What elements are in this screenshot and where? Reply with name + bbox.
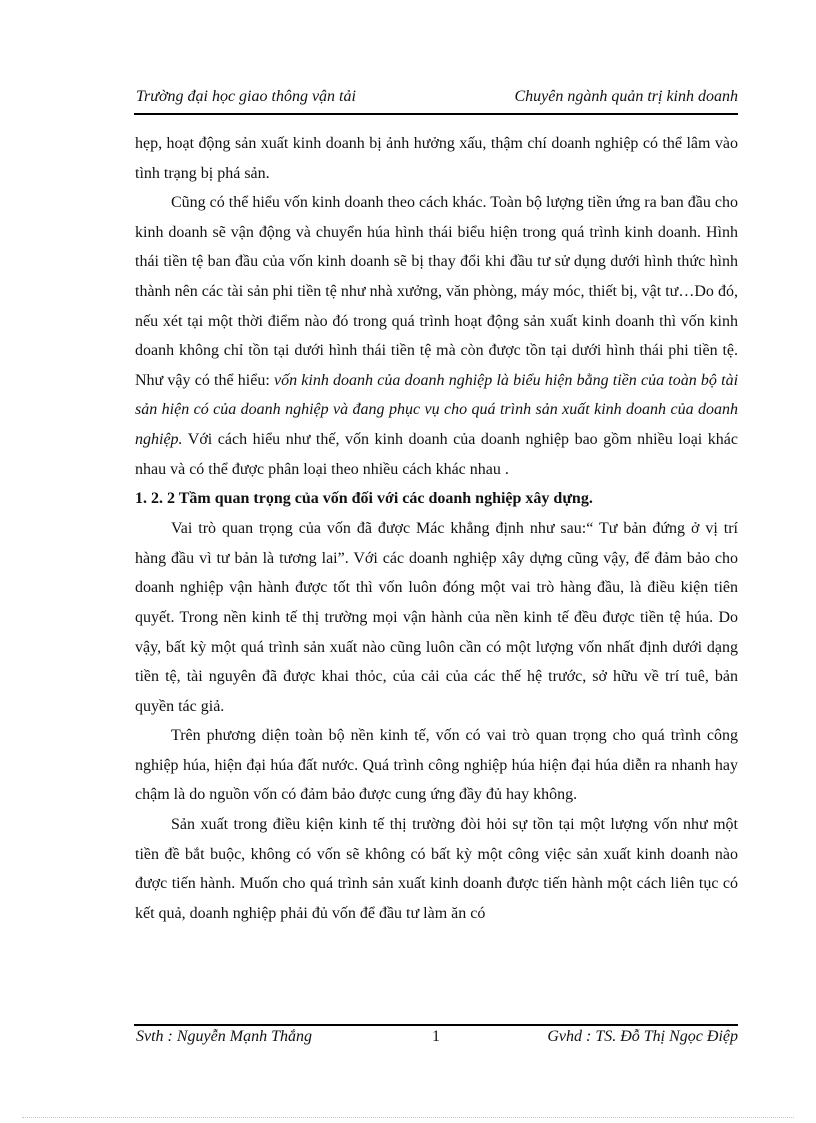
header-university: Trường đại học giao thông vận tải <box>136 88 356 105</box>
section-heading: 1. 2. 2 Tầm quan trọng của vốn đối với các doanh nghiệp xây dựng. <box>135 490 593 508</box>
paragraph-2-start: Cũng có thể hiểu vốn kinh doanh theo cách khác. Toàn bộ lượng tiền ứng ra ban đầu cho kinh doanh sẽ vận động và chuyển húa hình thái biểu hiện trong quá trình kinh doanh. Hình thái tiền tệ ban đầu của vốn kinh doanh sẽ bị thay đổi khi đầu tư sử dụng dưới hình thức hình thành nên các tài sản phi tiền tệ như nhà xưởng, văn phòng, máy móc, thiết bị, vật tư…Do đó, nếu xét tại một thời điểm nào đó trong quá trình hoạt động sản xuất kinh doanh thì vốn kinh doanh không chỉ tồn tại dưới hình thái tiền tệ mà còn được tồn tại dưới hình thái phi tiền tệ. Như vậy có thể hiểu: <box>135 194 738 389</box>
footer-student: Svth : Nguyễn Mạnh Thắng <box>136 1028 312 1045</box>
paragraph-2 <box>135 188 738 484</box>
paragraph-5: Sản xuất trong điều kiện kinh tế thị trường đòi hỏi sự tồn tại một lượng vốn như một tiền đề bắt buộc, không có vốn sẽ không có bất kỳ một công việc sản xuất kinh doanh nào được tiến hành. Muốn cho quá trình sản xuất kinh doanh được tiến hành một cách liên tục có kết quả, doanh nghiệp phải đủ vốn để đầu tư làm ăn có <box>135 816 738 922</box>
page-footer <box>134 1028 738 1050</box>
paragraph-4: Trên phương diện toàn bộ nền kinh tế, vốn có vai trò quan trọng cho quá trình công nghiệp húa, hiện đại húa đất nước. Quá trình công nghiệp húa hiện đại húa diễn ra nhanh hay chậm là do nguồn vốn có đảm bảo được cung ứng đầy đủ hay không. <box>135 727 738 804</box>
paragraph-3: Vai trò quan trọng của vốn đã được Mác khẳng định như sau:“ Tư bản đứng ở vị trí hàng đầu vì tư bản là tương lai”. Với các doanh nghiệp xây dựng cũng vậy, để đảm bảo cho doanh nghiệp vận hành được tốt thì vốn luôn đóng một vai trò hàng đầu, là điều kiện tiên quyết. Trong nền kinh tế thị trường mọi vận hành của nền kinh tế đều được tiền tệ húa. Do vậy, bất kỳ một quá trình sản xuất nào cũng luôn cần có một lượng vốn nhất định dưới dạng tiền tệ, tài nguyên đã được khai thỏc, của cải của các thế hệ trước, sở hữu về trí tuê, bản quyền tác giả. <box>135 520 738 715</box>
paragraph-2-end: Với cách hiểu như thế, vốn kinh doanh của doanh nghiệp bao gồm nhiều loại khác nhau và có thể được phân loại theo nhiều cách khác nhau . <box>135 430 738 478</box>
footer-divider <box>134 1024 738 1026</box>
page-header <box>134 88 738 110</box>
document-body <box>135 129 738 928</box>
paragraph-2-definition: vốn kinh doanh của doanh nghiệp là biểu hiện bằng tiền của toàn bộ tài sản hiện có của doanh nghiệp và đang phục vụ cho quá trình sản xuất kinh doanh của doanh nghiệp. <box>135 371 739 448</box>
page-bottom-edge <box>22 1117 794 1118</box>
page-number: 1 <box>432 1028 440 1045</box>
footer-supervisor: Gvhd : TS. Đỗ Thị Ngọc Điệp <box>547 1028 738 1045</box>
paragraph-1: hẹp, hoạt động sản xuất kinh doanh bị ảnh hưởng xấu, thậm chí doanh nghiệp có thể lâm vào tình trạng bị phá sản. <box>135 135 738 182</box>
header-major: Chuyên ngành quản trị kinh doanh <box>514 88 738 105</box>
header-divider <box>134 113 738 115</box>
